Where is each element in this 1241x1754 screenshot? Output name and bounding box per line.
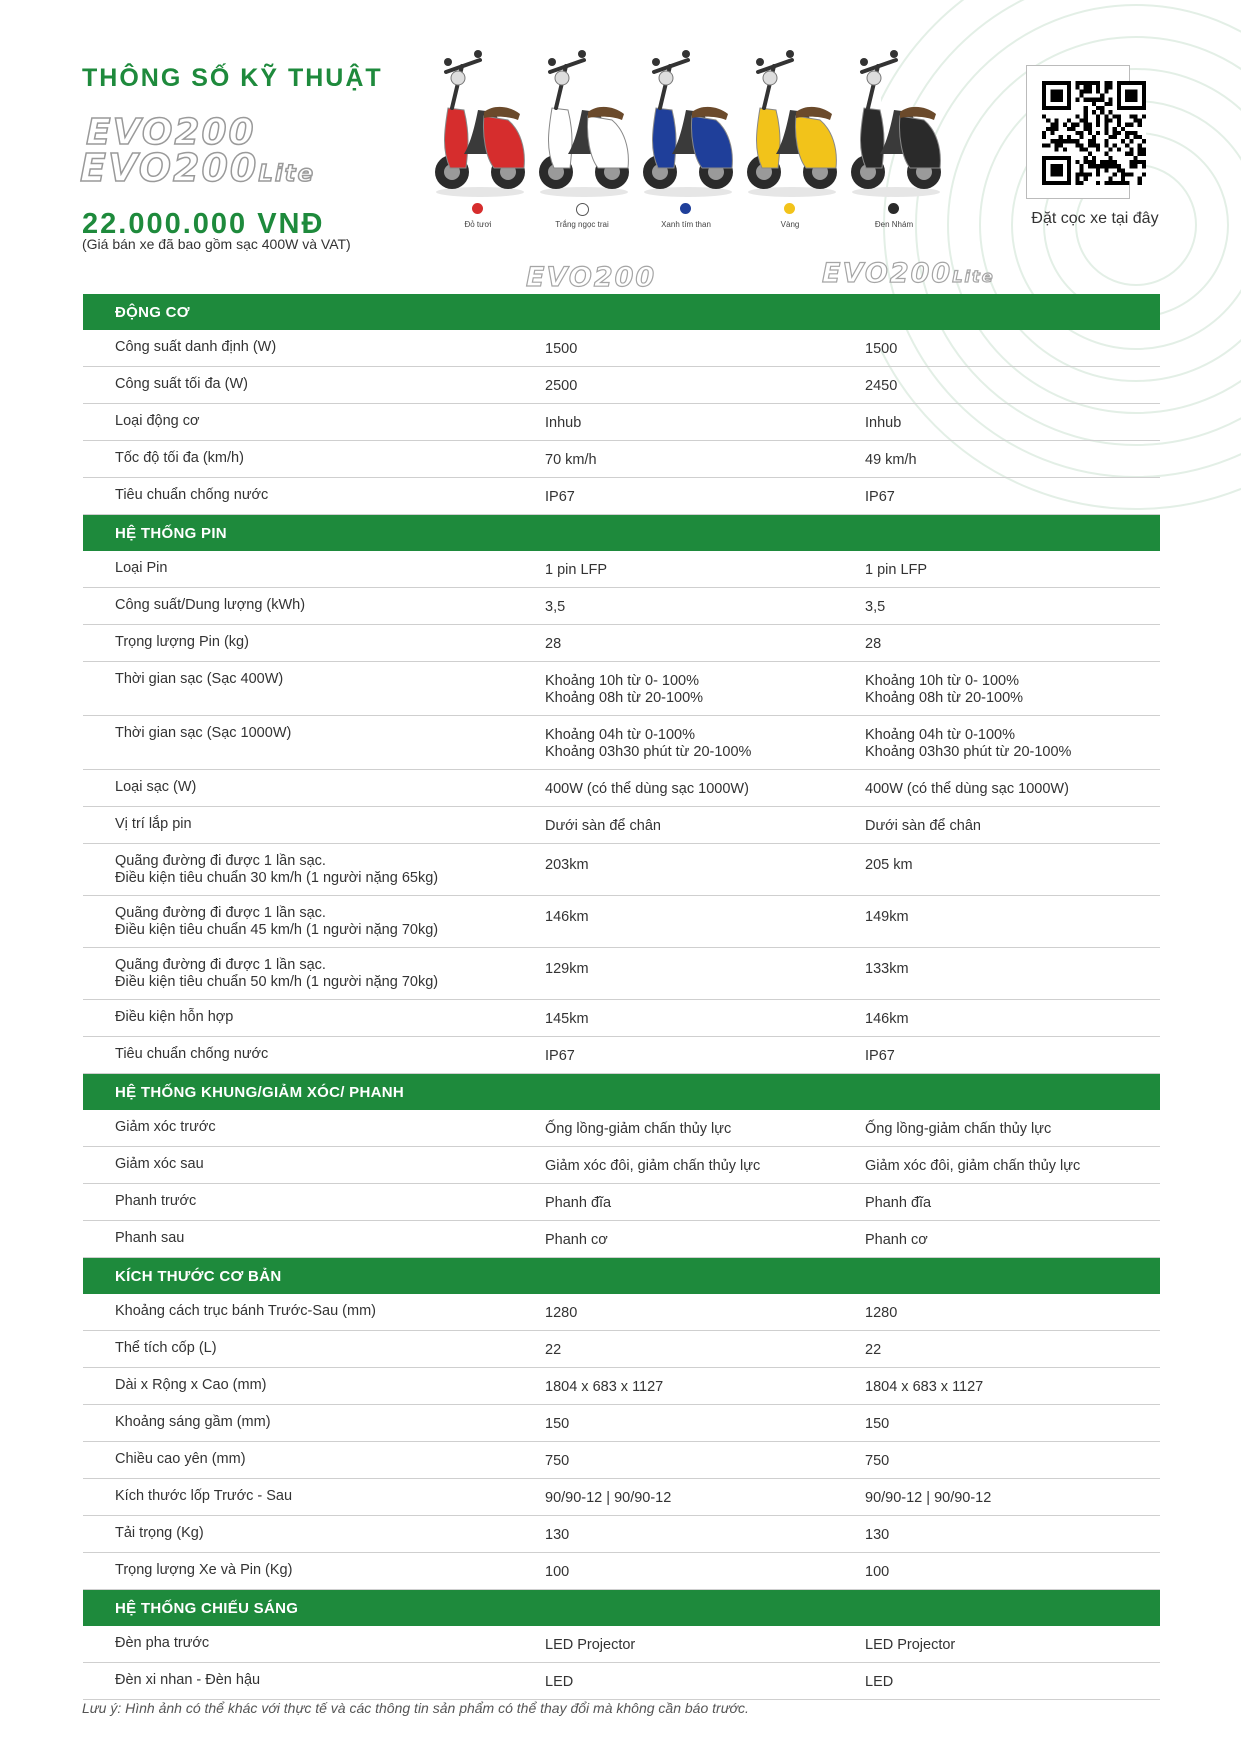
spec-value-line: Khoảng 04h từ 0-100%	[865, 727, 1015, 743]
spec-label-line: Khoảng sáng gầm (mm)	[115, 1414, 271, 1430]
spec-label-line: Thể tích cốp (L)	[115, 1340, 217, 1356]
spec-value-line: Phanh đĩa	[545, 1195, 612, 1211]
spec-row	[83, 1184, 1160, 1221]
spec-label-line: Đèn xi nhan - Đèn hậu	[115, 1672, 261, 1688]
section-title: HỆ THỐNG PIN	[83, 515, 1160, 552]
color-swatch[interactable]	[472, 203, 483, 214]
spec-value-evo200	[545, 1626, 865, 1663]
spec-value-evo200	[545, 1553, 865, 1590]
color-option[interactable]	[428, 50, 528, 240]
spec-row	[83, 588, 1160, 625]
spec-value-line-2: Khoảng 08h từ 20-100%	[545, 690, 704, 706]
spec-value-line: 22	[865, 1342, 882, 1358]
spec-label-line: Công suất/Dung lượng (kWh)	[115, 597, 306, 613]
color-name: Trắng ngọc trai	[555, 220, 609, 229]
spec-row	[83, 1221, 1160, 1258]
spec-row	[83, 551, 1160, 588]
spec-value-line: Inhub	[545, 415, 582, 431]
spec-label	[83, 1294, 545, 1331]
spec-label-line: Tiêu chuẩn chống nước	[115, 1046, 269, 1062]
spec-value-evo200-lite	[865, 948, 1160, 1000]
spec-label	[83, 844, 545, 896]
spec-label	[83, 1405, 545, 1442]
spec-row	[83, 1405, 1160, 1442]
scooter-blue-icon	[636, 50, 736, 200]
spec-label-line: Phanh trước	[115, 1193, 197, 1209]
spec-value-evo200-lite	[865, 1331, 1160, 1368]
spec-value-evo200	[545, 896, 865, 948]
spec-value-evo200-lite	[865, 807, 1160, 844]
spec-row	[83, 1000, 1160, 1037]
spec-label	[83, 948, 545, 1000]
spec-value-line: 129km	[545, 961, 589, 977]
spec-value-evo200	[545, 1147, 865, 1184]
spec-label	[83, 1037, 545, 1074]
page-title: THÔNG SỐ KỸ THUẬT	[82, 64, 383, 92]
spec-label	[83, 770, 545, 807]
spec-row	[83, 404, 1160, 441]
spec-label	[83, 662, 545, 716]
spec-value-evo200	[545, 588, 865, 625]
spec-value-line: 1804 x 683 x 1127	[865, 1379, 984, 1395]
spec-value-line: 2450	[865, 378, 898, 394]
spec-value-line: 28	[545, 636, 562, 652]
spec-label	[83, 1000, 545, 1037]
spec-label-line: Chiều cao yên (mm)	[115, 1451, 246, 1467]
spec-label	[83, 588, 545, 625]
spec-value-evo200-lite	[865, 588, 1160, 625]
section-header	[83, 1074, 1160, 1111]
spec-value-evo200	[545, 441, 865, 478]
color-option[interactable]	[636, 50, 736, 240]
spec-row	[83, 844, 1160, 896]
spec-value-line: 1 pin LFP	[545, 562, 608, 578]
spec-value-evo200	[545, 1037, 865, 1074]
spec-row	[83, 625, 1160, 662]
spec-value-evo200-lite	[865, 1626, 1160, 1663]
spec-row	[83, 478, 1160, 515]
spec-value-evo200	[545, 1221, 865, 1258]
spec-row	[83, 1110, 1160, 1147]
spec-label	[83, 807, 545, 844]
spec-value-line: 203km	[545, 857, 589, 873]
spec-row	[83, 1516, 1160, 1553]
spec-value-line-2: Khoảng 03h30 phút từ 20-100%	[865, 744, 1072, 760]
spec-row	[83, 1368, 1160, 1405]
spec-value-line: 146km	[545, 909, 589, 925]
spec-row	[83, 367, 1160, 404]
spec-label	[83, 625, 545, 662]
spec-row	[83, 896, 1160, 948]
spec-value-evo200-lite	[865, 1516, 1160, 1553]
spec-label-line: Tải trọng (Kg)	[115, 1525, 204, 1541]
spec-row	[83, 441, 1160, 478]
spec-value-line: 400W (có thể dùng sạc 1000W)	[865, 781, 1069, 797]
spec-value-line: 100	[545, 1564, 570, 1580]
color-option[interactable]	[532, 50, 632, 240]
section-header	[83, 515, 1160, 552]
spec-table	[83, 294, 1160, 1700]
spec-value-evo200	[545, 1110, 865, 1147]
color-swatch[interactable]	[680, 203, 691, 214]
column-logo-evo200: EVO200	[526, 262, 657, 293]
spec-value-evo200-lite	[865, 896, 1160, 948]
footnote: Lưu ý: Hình ảnh có thể khác với thực tế và các thông tin sản phẩm có thể thay đổi mà không cần báo trước.	[82, 1700, 749, 1716]
spec-value-evo200-lite	[865, 1368, 1160, 1405]
spec-value-line: 1 pin LFP	[865, 562, 928, 578]
spec-row	[83, 1037, 1160, 1074]
spec-label	[83, 716, 545, 770]
spec-value-evo200-lite	[865, 1147, 1160, 1184]
spec-row	[83, 807, 1160, 844]
spec-value-line: 2500	[545, 378, 578, 394]
spec-value-evo200-lite	[865, 716, 1160, 770]
spec-row	[83, 1331, 1160, 1368]
spec-value-line: IP67	[545, 1048, 575, 1064]
spec-value-line: Khoảng 10h từ 0- 100%	[865, 673, 1020, 689]
spec-value-evo200	[545, 367, 865, 404]
spec-label	[83, 1553, 545, 1590]
spec-value-evo200-lite	[865, 662, 1160, 716]
spec-value-evo200-lite	[865, 1184, 1160, 1221]
spec-label-line: Thời gian sạc (Sạc 1000W)	[115, 725, 292, 741]
spec-label	[83, 367, 545, 404]
spec-value-line: 3,5	[545, 599, 566, 615]
spec-value-line: LED	[865, 1674, 894, 1690]
spec-row	[83, 1479, 1160, 1516]
spec-value-line: 1500	[545, 341, 578, 357]
spec-value-evo200-lite	[865, 551, 1160, 588]
spec-label-line: Trọng lượng Pin (kg)	[115, 634, 249, 650]
spec-value-evo200-lite	[865, 478, 1160, 515]
spec-label-line: Điều kiện hỗn hợp	[115, 1009, 234, 1025]
spec-value-evo200-lite	[865, 770, 1160, 807]
spec-label	[83, 1442, 545, 1479]
spec-value-line: Giảm xóc đôi, giảm chấn thủy lực	[865, 1158, 1081, 1174]
spec-value-line: IP67	[865, 1048, 895, 1064]
spec-value-evo200	[545, 1516, 865, 1553]
spec-value-evo200-lite	[865, 1442, 1160, 1479]
spec-value-line: Giảm xóc đôi, giảm chấn thủy lực	[545, 1158, 761, 1174]
spec-value-line: Phanh cơ	[545, 1232, 608, 1248]
scooter-yellow-icon	[740, 50, 840, 200]
spec-label	[83, 551, 545, 588]
spec-value-line: 1500	[865, 341, 898, 357]
qr-label: Đặt cọc xe tại đây	[1031, 210, 1159, 227]
scooter-black-icon	[844, 50, 944, 200]
evo200-lite-logo-suffix: Lite	[258, 161, 316, 187]
spec-value-evo200	[545, 716, 865, 770]
spec-value-evo200	[545, 404, 865, 441]
spec-value-line: 3,5	[865, 599, 886, 615]
spec-value-line: 150	[865, 1416, 890, 1432]
column-logo-evo200-lite	[822, 258, 995, 289]
spec-value-line: 22	[545, 1342, 562, 1358]
spec-value-line: IP67	[545, 489, 575, 505]
price: 22.000.000 VNĐ	[82, 208, 325, 240]
spec-value-evo200	[545, 1331, 865, 1368]
spec-row	[83, 770, 1160, 807]
spec-value-evo200-lite	[865, 625, 1160, 662]
spec-row	[83, 1294, 1160, 1331]
spec-label-line: Công suất tối đa (W)	[115, 376, 248, 392]
spec-value-evo200	[545, 948, 865, 1000]
scooter-red-icon	[428, 50, 528, 200]
spec-label	[83, 1110, 545, 1147]
spec-value-line: LED Projector	[545, 1637, 636, 1653]
spec-label	[83, 1147, 545, 1184]
spec-value-line: 49 km/h	[865, 452, 917, 468]
spec-label-line-2: Điều kiện tiêu chuẩn 50 km/h (1 người nặng 70kg)	[115, 974, 439, 990]
spec-value-evo200-lite	[865, 367, 1160, 404]
spec-value-evo200	[545, 330, 865, 367]
spec-label-line: Công suất danh định (W)	[115, 339, 277, 355]
spec-label-line: Quãng đường đi được 1 lần sạc.	[115, 957, 326, 973]
spec-value-line: IP67	[865, 489, 895, 505]
spec-value-line: 750	[865, 1453, 890, 1469]
spec-value-line: Ống lồng-giảm chấn thủy lực	[545, 1121, 732, 1137]
spec-value-evo200-lite	[865, 844, 1160, 896]
spec-label-line: Loại sạc (W)	[115, 779, 197, 795]
spec-value-evo200	[545, 844, 865, 896]
spec-label-line-2: Điều kiện tiêu chuẩn 30 km/h (1 người nặng 65kg)	[115, 870, 439, 886]
section-title: HỆ THỐNG KHUNG/GIẢM XÓC/ PHANH	[83, 1074, 1160, 1111]
spec-value-line: 145km	[545, 1011, 589, 1027]
qr-code[interactable]	[1026, 65, 1130, 199]
color-swatch[interactable]	[888, 203, 899, 214]
spec-value-line: 100	[865, 1564, 890, 1580]
spec-value-evo200	[545, 1442, 865, 1479]
spec-value-line: 400W (có thể dùng sạc 1000W)	[545, 781, 749, 797]
spec-value-evo200	[545, 1663, 865, 1700]
spec-value-line: Phanh cơ	[865, 1232, 928, 1248]
spec-value-line: 750	[545, 1453, 570, 1469]
spec-value-evo200-lite	[865, 404, 1160, 441]
spec-value-line: Dưới sàn để chân	[545, 818, 661, 834]
spec-value-evo200	[545, 625, 865, 662]
spec-label-line: Vị trí lắp pin	[115, 816, 192, 832]
spec-label-line: Dài x Rộng x Cao (mm)	[115, 1377, 267, 1393]
color-options	[428, 50, 1028, 240]
spec-value-line: 28	[865, 636, 882, 652]
color-option[interactable]	[740, 50, 840, 240]
spec-value-evo200-lite	[865, 1405, 1160, 1442]
spec-value-evo200	[545, 478, 865, 515]
spec-value-line: Khoảng 04h từ 0-100%	[545, 727, 695, 743]
spec-label-line: Giảm xóc sau	[115, 1156, 204, 1172]
color-name: Đen Nhám	[874, 220, 914, 229]
spec-row	[83, 716, 1160, 770]
spec-label-line: Khoảng cách trục bánh Trước-Sau (mm)	[115, 1303, 376, 1319]
spec-row	[83, 662, 1160, 716]
spec-value-line: 149km	[865, 909, 909, 925]
spec-value-line: 70 km/h	[545, 452, 597, 468]
spec-label-line: Thời gian sạc (Sạc 400W)	[115, 671, 284, 687]
section-title: HỆ THỐNG CHIẾU SÁNG	[83, 1590, 1160, 1627]
color-option[interactable]	[844, 50, 944, 240]
spec-value-line-2: Khoảng 08h từ 20-100%	[865, 690, 1024, 706]
spec-value-line: LED	[545, 1674, 574, 1690]
spec-value-line: 90/90-12 | 90/90-12	[545, 1490, 672, 1506]
spec-label	[83, 478, 545, 515]
spec-label	[83, 1331, 545, 1368]
spec-value-line: 1280	[545, 1305, 578, 1321]
spec-row	[83, 948, 1160, 1000]
spec-value-line: 133km	[865, 961, 909, 977]
price-note: (Giá bán xe đã bao gồm sạc 400W và VAT)	[82, 236, 351, 252]
evo200-logo: EVO200	[86, 112, 256, 153]
section-header	[83, 1258, 1160, 1295]
spec-label	[83, 1368, 545, 1405]
color-name: Xanh tím than	[661, 220, 711, 229]
spec-label	[83, 404, 545, 441]
spec-value-line: 150	[545, 1416, 570, 1432]
spec-row	[83, 1663, 1160, 1700]
scooter-white-icon	[532, 50, 632, 200]
spec-value-evo200	[545, 551, 865, 588]
spec-value-line: 1804 x 683 x 1127	[545, 1379, 664, 1395]
spec-value-evo200-lite	[865, 1221, 1160, 1258]
spec-label	[83, 441, 545, 478]
spec-value-evo200	[545, 1479, 865, 1516]
spec-label-line: Đèn pha trước	[115, 1635, 210, 1651]
spec-value-line: Phanh đĩa	[865, 1195, 932, 1211]
spec-value-line: 130	[865, 1527, 890, 1543]
column-logo-evo200-lite-base: EVO200	[822, 258, 953, 289]
spec-value-line: 205 km	[865, 857, 913, 873]
spec-label	[83, 330, 545, 367]
spec-value-evo200-lite	[865, 441, 1160, 478]
spec-value-evo200	[545, 662, 865, 716]
spec-value-evo200-lite	[865, 1037, 1160, 1074]
spec-label	[83, 1626, 545, 1663]
spec-label	[83, 896, 545, 948]
spec-label-line: Loại động cơ	[115, 413, 200, 429]
spec-value-evo200	[545, 807, 865, 844]
spec-value-evo200-lite	[865, 1479, 1160, 1516]
spec-value-evo200	[545, 1294, 865, 1331]
spec-value-line: Ống lồng-giảm chấn thủy lực	[865, 1121, 1052, 1137]
spec-row	[83, 330, 1160, 367]
spec-label	[83, 1663, 545, 1700]
spec-value-evo200-lite	[865, 1294, 1160, 1331]
spec-value-line: 1280	[865, 1305, 898, 1321]
spec-value-evo200-lite	[865, 1553, 1160, 1590]
column-logo-evo200-lite-suffix: Lite	[952, 267, 995, 286]
spec-value-line: 146km	[865, 1011, 909, 1027]
spec-value-evo200-lite	[865, 330, 1160, 367]
section-title: ĐỘNG CƠ	[83, 294, 1160, 330]
spec-label-line: Phanh sau	[115, 1230, 185, 1246]
spec-label-line: Giảm xóc trước	[115, 1119, 216, 1135]
evo200-lite-logo	[80, 146, 315, 190]
spec-value-line-2: Khoảng 03h30 phút từ 20-100%	[545, 744, 752, 760]
spec-value-line: 90/90-12 | 90/90-12	[865, 1490, 992, 1506]
spec-value-evo200	[545, 1368, 865, 1405]
spec-label-line: Tốc độ tối đa (km/h)	[115, 450, 244, 466]
spec-label	[83, 1221, 545, 1258]
spec-value-evo200	[545, 1184, 865, 1221]
color-swatch[interactable]	[576, 203, 589, 216]
spec-label	[83, 1516, 545, 1553]
spec-value-line: 130	[545, 1527, 570, 1543]
spec-label	[83, 1479, 545, 1516]
spec-row	[83, 1147, 1160, 1184]
section-title: KÍCH THƯỚC CƠ BẢN	[83, 1258, 1160, 1295]
spec-row	[83, 1553, 1160, 1590]
spec-value-evo200-lite	[865, 1000, 1160, 1037]
spec-label-line: Loại Pin	[115, 560, 168, 576]
spec-value-line: Dưới sàn để chân	[865, 818, 981, 834]
spec-value-evo200-lite	[865, 1663, 1160, 1700]
spec-value-line: LED Projector	[865, 1637, 956, 1653]
color-swatch[interactable]	[784, 203, 795, 214]
spec-label-line: Kích thước lốp Trước - Sau	[115, 1488, 293, 1504]
spec-label	[83, 1184, 545, 1221]
spec-row	[83, 1626, 1160, 1663]
qr-code-icon	[1042, 81, 1146, 185]
color-name: Vàng	[780, 220, 800, 229]
spec-row	[83, 1442, 1160, 1479]
spec-value-line: Khoảng 10h từ 0- 100%	[545, 673, 700, 689]
evo200-lite-logo-base: EVO200	[80, 146, 259, 190]
spec-value-evo200-lite	[865, 1110, 1160, 1147]
color-name: Đỏ tươi	[464, 220, 492, 229]
spec-label-line: Quãng đường đi được 1 lần sạc.	[115, 853, 326, 869]
spec-label-line: Trọng lượng Xe và Pin (Kg)	[115, 1562, 293, 1578]
spec-value-evo200	[545, 1000, 865, 1037]
section-header	[83, 1590, 1160, 1627]
spec-label-line: Tiêu chuẩn chống nước	[115, 487, 269, 503]
spec-label-line-2: Điều kiện tiêu chuẩn 45 km/h (1 người nặng 70kg)	[115, 922, 439, 938]
spec-label-line: Quãng đường đi được 1 lần sạc.	[115, 905, 326, 921]
spec-value-evo200	[545, 1405, 865, 1442]
spec-value-evo200	[545, 770, 865, 807]
spec-value-line: Inhub	[865, 415, 902, 431]
section-header	[83, 294, 1160, 330]
